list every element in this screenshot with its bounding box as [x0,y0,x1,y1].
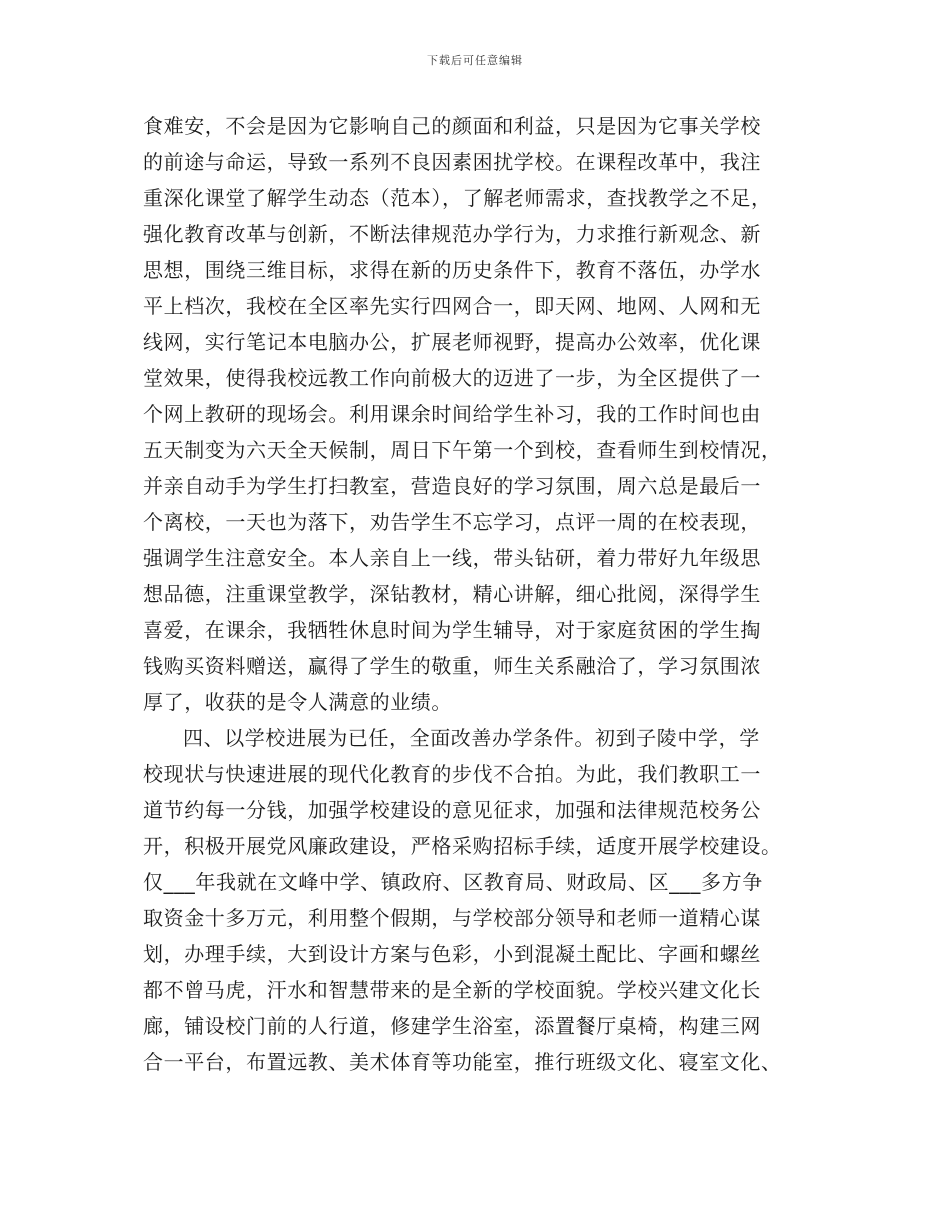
text-line: 廊，铺设校门前的人行道，修建学生浴室，添置餐厅桌椅，构建三网 [143,1014,761,1038]
text-line: 仅___年我就在文峰中学、镇政府、区教育局、财政局、区___多方争 [143,870,763,894]
text-line: 开，积极开展党风廉政建设，严格采购招标手续，适度开展学校建设。 [143,834,782,858]
text-line: 强化教育改革与创新，不断法律规范办学行为，力求推行新观念、新 [143,222,761,246]
text-line: 取资金十多万元，利用整个假期，与学校部分领导和老师一道精心谋 [143,906,761,930]
text-line: 喜爱，在课余，我牺牲休息时间为学生辅导，对于家庭贫困的学生掏 [143,618,761,642]
text-line: 的前途与命运，导致一系列不良因素困扰学校。在课程改革中，我注 [143,150,761,174]
text-line: 校现状与快速进展的现代化教育的步伐不合拍。为此，我们教职工一 [143,762,761,786]
text-line: 思想，围绕三维目标，求得在新的历史条件下，教育不落伍，办学水 [143,258,761,282]
text-line: 线网，实行笔记本电脑办公，扩展老师视野，提高办公效率，优化课 [143,330,761,354]
text-line: 食难安，不会是因为它影响自己的颜面和利益，只是因为它事关学校 [143,114,761,138]
document-body [143,108,829,1080]
text-line: 个网上教研的现场会。利用课余时间给学生补习，我的工作时间也由 [143,402,761,426]
text-line: 重深化课堂了解学生动态（范本），了解老师需求，查找教学之不足， [143,186,772,210]
page-header: 下载后可任意编辑 [427,54,523,67]
text-line: 合一平台，布置远教、美术体育等功能室，推行班级文化、寝室文化、 [143,1050,782,1074]
text-line: 钱购买资料赠送，赢得了学生的敬重，师生关系融洽了，学习氛围浓 [143,654,761,678]
text-line: 想品德，注重课堂教学，深钻教材，精心讲解，细心批阅，深得学生 [143,582,761,606]
paragraph-first-line: 四、以学校进展为已任，全面改善办学条件。初到子陵中学，学 [183,726,760,750]
text-line: 都不曾马虎，汗水和智慧带来的是全新的学校面貌。学校兴建文化长 [143,978,761,1002]
text-line: 五天制变为六天全天候制，周日下午第一个到校，查看师生到校情况， [143,438,782,462]
text-line: 个离校，一天也为落下，劝告学生不忘学习，点评一周的在校表现， [143,510,761,534]
text-line: 平上档次，我校在全区率先实行四网合一，即天网、地网、人网和无 [143,294,761,318]
text-line: 并亲自动手为学生打扫教室，营造良好的学习氛围，周六总是最后一 [143,474,761,498]
text-line: 强调学生注意安全。本人亲自上一线，带头钻研，着力带好九年级思 [143,546,761,570]
text-line: 堂效果，使得我校远教工作向前极大的迈进了一步，为全区提供了一 [143,366,761,390]
text-line: 厚了，收获的是令人满意的业绩。 [143,690,452,714]
text-line: 道节约每一分钱，加强学校建设的意见征求，加强和法律规范校务公 [143,798,761,822]
text-line: 划，办理手续，大到设计方案与色彩，小到混凝土配比、字画和螺丝 [143,942,761,966]
